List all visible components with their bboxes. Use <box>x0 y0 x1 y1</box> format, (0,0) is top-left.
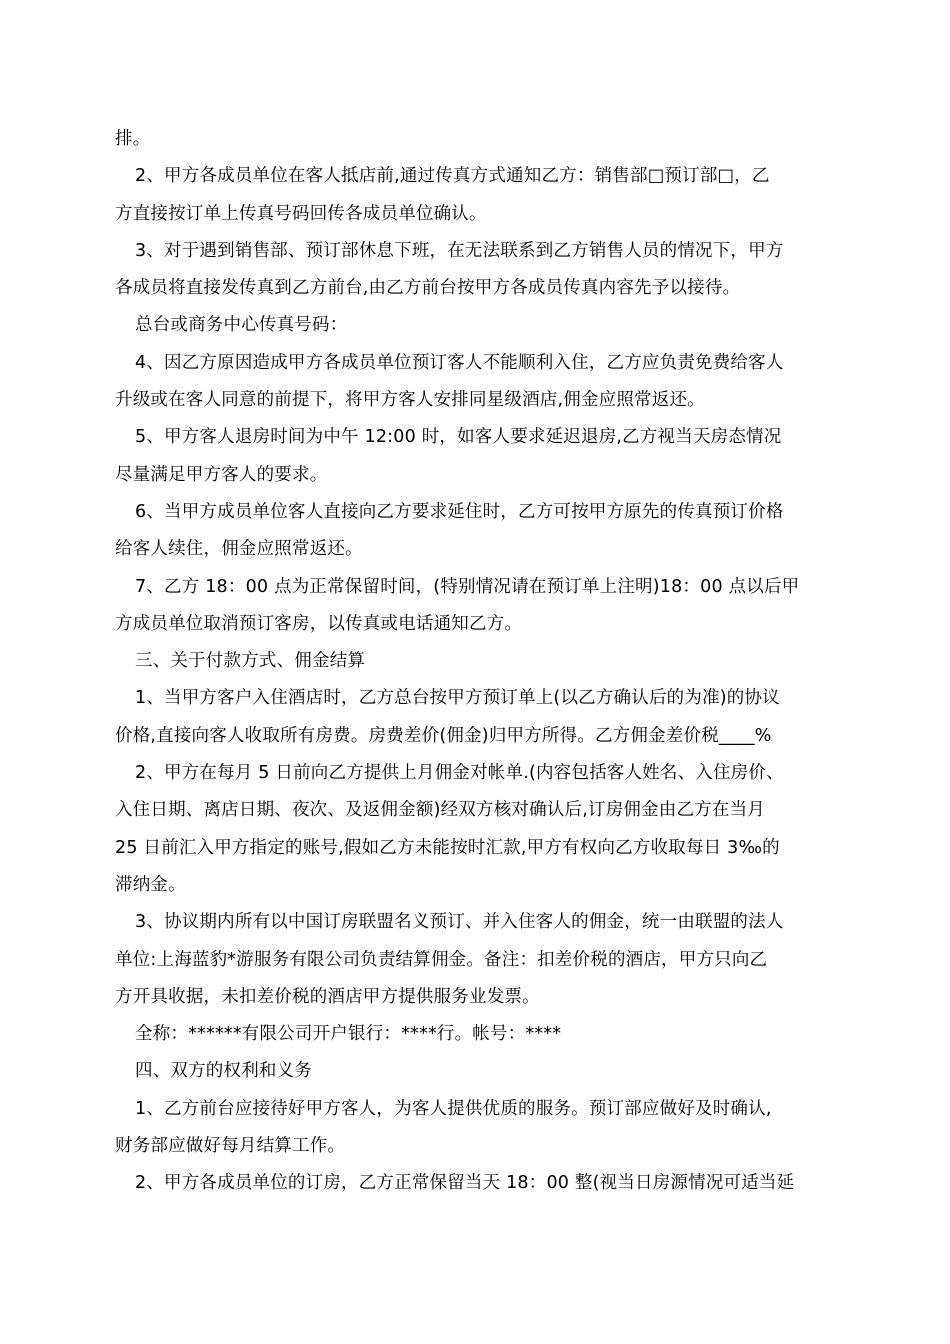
text-line: 1、乙方前台应接待好甲方客人，为客人提供优质的服务。预订部应做好及时确认, <box>135 1098 772 1119</box>
text-line: 各成员将直接发传真到乙方前台,由乙方前台按甲方各成员传真内容先予以接待。 <box>115 278 741 299</box>
text-line: 升级或在客人同意的前提下，将甲方客人安排同星级酒店,佣金应照常返还。 <box>115 390 705 411</box>
text-line: 尽量满足甲方客人的要求。 <box>115 464 328 485</box>
contract-text-body <box>115 121 833 1203</box>
text-line: 方成员单位取消预订客房，以传真或电话通知乙方。 <box>115 613 523 634</box>
text-line: 滞纳金。 <box>115 874 186 895</box>
text-line: 3、协议期内所有以中国订房联盟名义预订、并入住客人的佣金，统一由联盟的法人 <box>135 912 784 933</box>
text-line: 2、甲方在每月 5 日前向乙方提供上月佣金对帐单.(内容包括客人姓名、入住房价、 <box>135 763 784 784</box>
text-line: 价格,直接向客人收取所有房费。房费差价(佣金)归甲方所得。乙方佣金差价税____% <box>115 725 772 746</box>
text-line: 三、关于付款方式、佣金结算 <box>135 651 366 672</box>
text-line: 四、双方的权利和义务 <box>135 1061 312 1082</box>
text-line: 7、乙方 18：00 点为正常保留时间，(特别情况请在预订单上注明)18：00 点以后甲 <box>135 576 800 597</box>
text-line: 4、因乙方原因造成甲方各成员单位预订客人不能顺利入住，乙方应负责免费给客人 <box>135 352 784 373</box>
text-line: 2、甲方各成员单位的订房，乙方正常保留当天 18：00 整(视当日房源情况可适当延 <box>135 1173 795 1194</box>
text-line: 总台或商务中心传真号码： <box>135 315 348 336</box>
text-line: 方直接按订单上传真号码回传各成员单位确认。 <box>115 203 487 224</box>
text-line: 5、甲方客人退房时间为中午 12:00 时，如客人要求延迟退房,乙方视当天房态情况 <box>135 427 782 448</box>
text-line: 2、甲方各成员单位在客人抵店前,通过传真方式通知乙方：销售部□预订部□，乙 <box>135 166 770 187</box>
text-line: 入住日期、离店日期、夜次、及返佣金额)经双方核对确认后,订房佣金由乙方在当月 <box>115 800 765 821</box>
text-line: 排。 <box>115 129 151 149</box>
text-line: 方开具收据，未扣差价税的酒店甲方提供服务业发票。 <box>115 986 540 1007</box>
text-line: 1、当甲方客户入住酒店时，乙方总台按甲方预订单上(以乙方确认后的为准)的协议 <box>135 688 780 709</box>
text-line: 25 日前汇入甲方指定的账号,假如乙方未能按时汇款,甲方有权向乙方收取每日 3‰的 <box>115 837 780 858</box>
text-line: 单位:上海蓝豹*游服务有限公司负责结算佣金。备注：扣差价税的酒店，甲方只向乙 <box>115 949 768 970</box>
text-line: 全称：******有限公司开户银行：****行。帐号：**** <box>135 1024 562 1045</box>
text-line: 财务部应做好每月结算工作。 <box>115 1136 346 1157</box>
text-line: 6、当甲方成员单位客人直接向乙方要求延住时，乙方可按甲方原先的传真预订价格 <box>135 501 784 522</box>
text-line: 给客人续住，佣金应照常返还。 <box>115 539 363 560</box>
text-line: 3、对于遇到销售部、预订部休息下班，在无法联系到乙方销售人员的情况下，甲方 <box>135 240 784 261</box>
